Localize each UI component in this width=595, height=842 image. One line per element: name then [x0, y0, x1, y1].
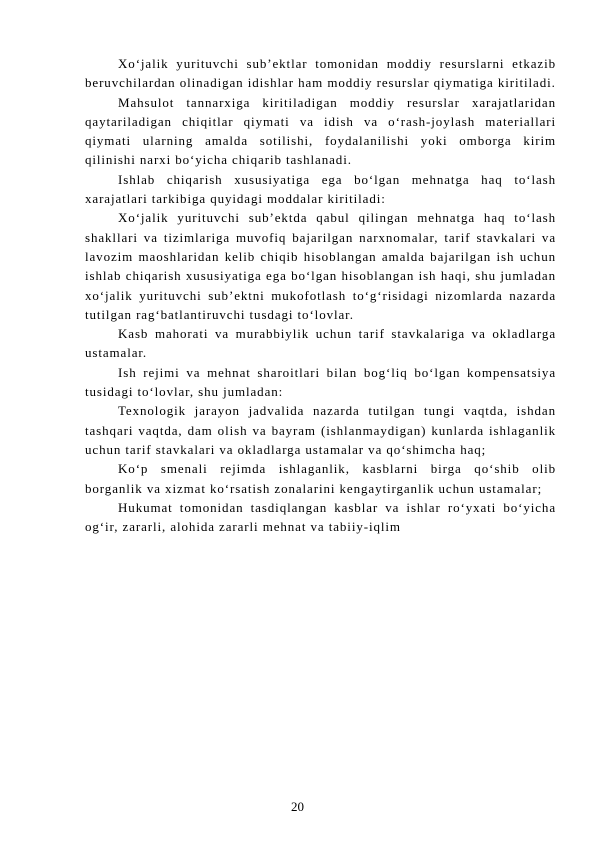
paragraph-7: Texnologik jarayon jadvalida nazarda tutilgan tungi vaqtda, ishdan tashqari vaqtda, dam olish va bayram (ishlanmaydigan) kunlarda ishlaganlik uchun tarif stavkalari va okladlarga ustamalar va qo‘shimcha haq;: [85, 403, 556, 457]
paragraph-9: Hukumat tomonidan tasdiqlangan kasblar va ishlar ro‘yxati bo‘yicha og‘ir, zararli, alohida zararli mehnat va tabiiy-iqlim: [85, 499, 556, 535]
page-number: 20: [291, 799, 304, 814]
paragraph-8: Ko‘p smenali rejimda ishlaganlik, kasblarni birga qo‘shib olib borganlik va xizmat ko‘rsatish zonalarini kengaytirganlik uchun ustamalar;: [85, 461, 556, 496]
paragraph-3: Ishlab chiqarish xususiyatiga ega bo‘lgan mehnatga haq to‘lash xarajatlari tarkibiga quyidagi moddalar kiritiladi:: [85, 171, 556, 207]
paragraph-6: Ish rejimi va mehnat sharoitlari bilan bog‘liq bo‘lgan kompensatsiya tusidagi to‘lovlar, shu jumladan:: [85, 364, 556, 400]
paragraph-5: Kasb mahorati va murabbiylik uchun tarif stavkalariga va okladlarga ustamalar.: [85, 326, 556, 361]
paragraph-1: Xo‘jalik yurituvchi sub’ektlar tomonidan moddiy resurslarni etkazib beruvchilardan olinadigan idishlar ham moddiy resurslar qiymatiga kiritiladi.: [85, 56, 556, 91]
paragraph-2: Mahsulot tannarxiga kiritiladigan moddiy resurslar xarajatlaridan qaytariladigan chiqitlar qiymati va idish va o‘rash-joylash materiallari qiymati ularning amalda sotilishi, foydalanilishi yoki omborga kirim qilinishi narxi bo‘yicha chiqarib tashlanadi.: [85, 94, 556, 168]
document-body: [85, 54, 556, 536]
paragraph-4: Xo‘jalik yurituvchi sub’ektda qabul qilingan mehnatga haq to‘lash shakllari va tizimlariga muvofiq bajarilgan narxnomalar, tarif stavkalari va lavozim maoshlaridan kelib chiqib hisoblangan amalda bajarilgan ish uchun ishlab chiqarish xususiyatiga ega bo‘lgan hisoblangan ish haqi, shu jumladan xo‘jalik yurituvchi sub’ektni mukofotlash to‘g‘risidagi nizomlarda nazarda tutilgan rag‘batlantiruvchi tusdagi to‘lovlar.: [85, 210, 556, 322]
